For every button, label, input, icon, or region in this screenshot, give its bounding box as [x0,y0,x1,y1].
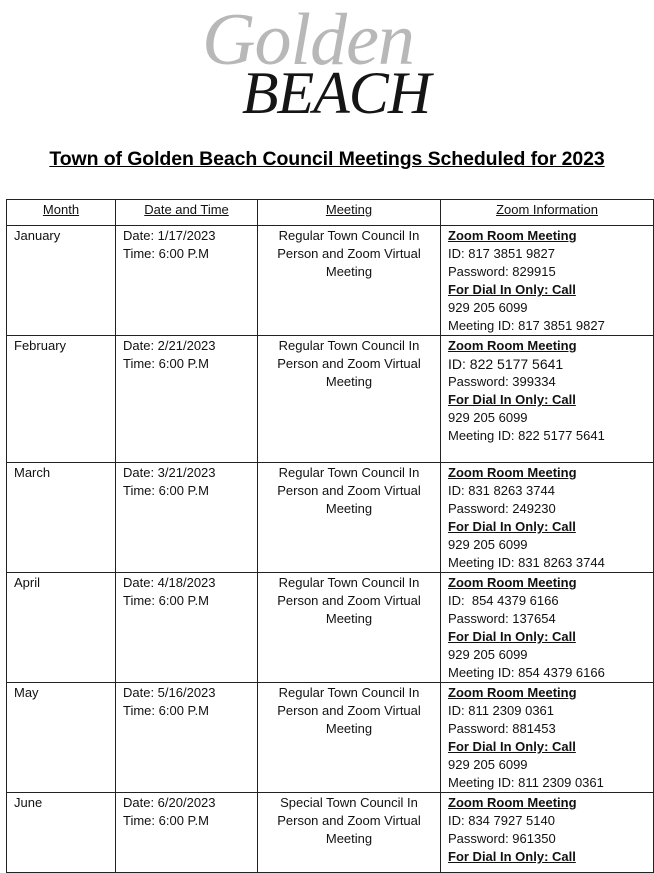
dial-in-phone: 929 205 6099 [448,410,528,425]
zoom-password: Password: 961350 [448,831,556,846]
table-row [7,336,654,463]
time-text: Time: 6:00 P.M [123,813,209,828]
time-text: Time: 6:00 P.M [123,703,209,718]
table-header-row [7,200,654,226]
dial-in-heading: For Dial In Only: Call [448,739,576,754]
zoom-room-meeting-heading: Zoom Room Meeting [448,465,577,480]
dial-in-heading: For Dial In Only: Call [448,392,576,407]
date-time-cell [116,463,258,573]
meeting-cell: Special Town Council In Person and Zoom Virtual Meeting [258,793,441,873]
month-cell: June [7,793,116,873]
dial-in-phone: 929 205 6099 [448,537,528,552]
date-time-cell [116,336,258,463]
logo-beach-text: BEACH [241,60,431,126]
zoom-cell [441,793,654,873]
table-row [7,226,654,336]
month-cell: January [7,226,116,336]
date-time-cell [116,226,258,336]
zoom-cell [441,573,654,683]
zoom-password: Password: 249230 [448,501,556,516]
page-title: Town of Golden Beach Council Meetings Scheduled for 2023 [49,148,605,170]
table-row [7,463,654,573]
meetings-table [6,199,654,873]
zoom-id: ID: 831 8263 3744 [448,483,555,498]
header-month: Month [7,200,116,226]
table-row [7,683,654,793]
time-text: Time: 6:00 P.M [123,593,209,608]
zoom-room-meeting-heading: Zoom Room Meeting [448,685,577,700]
zoom-password: Password: 829915 [448,264,556,279]
dial-in-heading: For Dial In Only: Call [448,519,576,534]
month-cell: March [7,463,116,573]
month-cell: May [7,683,116,793]
zoom-id: ID: 834 7927 5140 [448,813,555,828]
meeting-cell: Regular Town Council In Person and Zoom Virtual Meeting [258,226,441,336]
zoom-room-meeting-heading: Zoom Room Meeting [448,575,577,590]
date-text: Date: 1/17/2023 [123,228,216,243]
date-text: Date: 2/21/2023 [123,338,216,353]
date-time-cell [116,793,258,873]
time-text: Time: 6:00 P.M [123,483,209,498]
zoom-password: Password: 399334 [448,374,556,389]
date-text: Date: 6/20/2023 [123,795,216,810]
logo-golden-text: Golden [202,0,414,81]
zoom-cell [441,463,654,573]
dial-in-heading: For Dial In Only: Call [448,629,576,644]
zoom-room-meeting-heading: Zoom Room Meeting [448,795,577,810]
dial-in-phone: 929 205 6099 [448,647,528,662]
dial-in-meeting-id: Meeting ID: 831 8263 3744 [448,555,605,570]
dial-in-phone: 929 205 6099 [448,757,528,772]
dial-in-heading: For Dial In Only: Call [448,849,576,864]
golden-beach-logo [0,0,654,130]
date-text: Date: 4/18/2023 [123,575,216,590]
date-time-cell [116,573,258,683]
zoom-id: ID: 811 2309 0361 [448,703,555,718]
header-date-time: Date and Time [116,200,258,226]
zoom-password: Password: 881453 [448,721,556,736]
header-zoom-information: Zoom Information [441,200,654,226]
dial-in-meeting-id: Meeting ID: 817 3851 9827 [448,318,605,333]
table-row [7,793,654,873]
zoom-id: ID: 817 3851 9827 [448,246,555,261]
time-text: Time: 6:00 P.M [123,356,209,371]
zoom-password: Password: 137654 [448,611,556,626]
zoom-room-meeting-heading: Zoom Room Meeting [448,228,577,243]
dial-in-meeting-id: Meeting ID: 822 5177 5641 [448,428,605,443]
meeting-cell: Regular Town Council In Person and Zoom Virtual Meeting [258,573,441,683]
zoom-cell [441,336,654,463]
dial-in-heading: For Dial In Only: Call [448,282,576,297]
meeting-cell: Regular Town Council In Person and Zoom Virtual Meeting [258,336,441,463]
dial-in-phone: 929 205 6099 [448,300,528,315]
header-meeting: Meeting [258,200,441,226]
month-cell: April [7,573,116,683]
meeting-cell: Regular Town Council In Person and Zoom Virtual Meeting [258,683,441,793]
zoom-room-meeting-heading: Zoom Room Meeting [448,338,577,353]
zoom-id: ID: 854 4379 6166 [448,593,559,608]
time-text: Time: 6:00 P.M [123,246,209,261]
dial-in-meeting-id: Meeting ID: 811 2309 0361 [448,775,604,790]
meeting-cell: Regular Town Council In Person and Zoom Virtual Meeting [258,463,441,573]
table-row [7,573,654,683]
date-text: Date: 3/21/2023 [123,465,216,480]
zoom-cell [441,226,654,336]
date-time-cell [116,683,258,793]
zoom-cell [441,683,654,793]
zoom-id: ID: 822 5177 5641 [448,356,564,372]
date-text: Date: 5/16/2023 [123,685,216,700]
month-cell: February [7,336,116,463]
dial-in-meeting-id: Meeting ID: 854 4379 6166 [448,665,605,680]
